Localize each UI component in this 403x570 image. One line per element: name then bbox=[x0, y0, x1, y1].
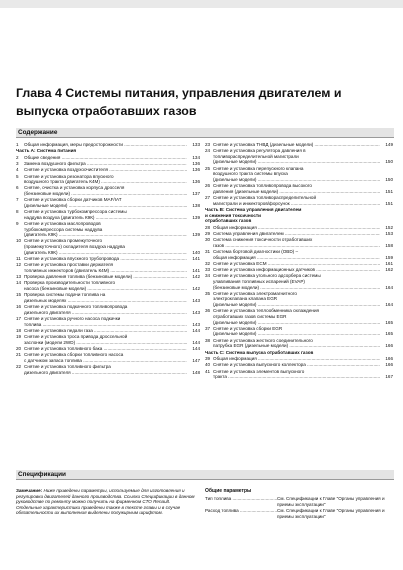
toc-entry[interactable] bbox=[205, 356, 393, 362]
toc-entry-title bbox=[24, 262, 187, 273]
toc-entry-page: 150 bbox=[385, 176, 393, 182]
toc-entry-line: давления (дизельные модели) ..... bbox=[213, 189, 380, 195]
toc-entry-line: Снятие и установка топливораспределительной bbox=[213, 195, 317, 201]
toc-entry-title bbox=[213, 362, 380, 368]
toc-entry-number: 13 bbox=[16, 274, 22, 280]
toc-entry-number: 40 bbox=[205, 362, 211, 368]
toc-entry-number: 1 bbox=[16, 142, 19, 147]
toc-entry-line: (бензиновые модели) ..... bbox=[213, 285, 380, 291]
toc-entry[interactable] bbox=[16, 238, 200, 255]
toc-entry-line: улавливания топливных испарений (EVAP) bbox=[213, 279, 305, 285]
toc-entry[interactable] bbox=[16, 280, 200, 291]
specs-heading: Спецификации bbox=[18, 471, 66, 478]
toc-entry-title bbox=[24, 316, 187, 327]
toc-entry[interactable] bbox=[205, 249, 393, 260]
toc-entry[interactable] bbox=[205, 195, 393, 206]
toc-entry[interactable] bbox=[16, 256, 200, 262]
toc-entry-title bbox=[24, 328, 187, 334]
toc-entry-line: Снятие и установка подкачного топливопровода bbox=[24, 304, 128, 310]
toc-entry-title bbox=[213, 308, 380, 325]
toc-entry-page: 142 bbox=[192, 274, 200, 280]
toc-entry-page: 153 bbox=[385, 230, 393, 236]
toc-entry-line: (двигатель К9К) ..... bbox=[24, 232, 187, 238]
toc-entry-number: 15 bbox=[16, 292, 22, 298]
toc-entry[interactable] bbox=[205, 267, 393, 273]
toc-entry-title bbox=[24, 167, 187, 173]
toc-entry-number: 34 bbox=[205, 273, 211, 279]
toc-entry[interactable] bbox=[205, 291, 393, 308]
toc-entry-line: дизельного двигателя ..... bbox=[24, 370, 187, 376]
toc-entry[interactable] bbox=[205, 261, 393, 267]
toc-entry-line: патрубка EGR (дизельные модели) ..... bbox=[213, 343, 380, 349]
part-heading: Часть А: Система питания bbox=[16, 148, 77, 154]
toc-entry[interactable] bbox=[205, 273, 393, 290]
toc-entry-page: 143 bbox=[192, 309, 200, 315]
toc-entry-page: 167 bbox=[385, 374, 393, 380]
toc-entry-line: Снятие и установка ECM ..... bbox=[213, 261, 380, 267]
toc-entry-line: (дизельные модели) ..... bbox=[213, 159, 380, 165]
toc-entry-line: электроклапана клапана EGR bbox=[213, 296, 278, 302]
toc-entry[interactable] bbox=[205, 166, 393, 183]
toc-entry[interactable] bbox=[205, 362, 393, 368]
toc-entry[interactable] bbox=[16, 174, 200, 185]
toc-entry-line: Общая информация, меры предосторожности ..... bbox=[24, 142, 187, 148]
toc-entry[interactable] bbox=[205, 142, 393, 148]
toc-entry-line: Снятие и установка маслопроводов bbox=[24, 221, 101, 227]
toc-entry-line: Снятие и установка элементов выпускного bbox=[213, 368, 305, 374]
toc-entry-title bbox=[24, 274, 187, 280]
toc-entry-page: 133 bbox=[192, 142, 200, 147]
toc-entry-number: 8 bbox=[16, 209, 19, 215]
toc-entry-number: 39 bbox=[205, 355, 211, 361]
toc-entry-page: 147 bbox=[192, 357, 200, 363]
toc-entry-title bbox=[24, 334, 187, 345]
toc-entry-page: 144 bbox=[192, 339, 200, 345]
toc-entry-line: (бензиновые модели) ..... bbox=[24, 191, 187, 197]
toc-entry-line: Снятие и установка резонатора впускного bbox=[24, 173, 114, 179]
toc-entry-page: 162 bbox=[385, 267, 393, 273]
contents-section-header bbox=[16, 128, 394, 138]
toc-entry-number: 23 bbox=[205, 142, 211, 147]
toc-entry-number: 21 bbox=[16, 352, 22, 358]
toc-entry-page: 151 bbox=[385, 200, 393, 206]
toc-entry[interactable] bbox=[16, 197, 200, 208]
toc-entry-number: 31 bbox=[205, 248, 211, 254]
toc-entry-line: отработавших газов системы EGR bbox=[213, 313, 287, 319]
toc-entry-line: Снятие и установка воздухоочистителя ..... bbox=[24, 167, 187, 173]
toc-entry-title bbox=[24, 292, 187, 303]
toc-entry-line: топливораспределительной магистрали bbox=[213, 153, 299, 159]
general-row-value: См. Спецификации к Главе "Органы управления и приемы эксплуатации" bbox=[277, 508, 385, 519]
toc-entry-line: Снятие и установка информационных датчиков ..... bbox=[213, 267, 380, 273]
toc-entry-number: 30 bbox=[205, 237, 211, 243]
toc-entry-number: 14 bbox=[16, 280, 22, 286]
toc-entry-number: 41 bbox=[205, 368, 211, 374]
toc-entry-number: 2 bbox=[16, 154, 19, 160]
toc-entry-number: 38 bbox=[205, 337, 211, 343]
toc-entry[interactable] bbox=[16, 352, 200, 363]
toc-entry-page: 149 bbox=[385, 142, 393, 147]
toc-entry[interactable] bbox=[205, 148, 393, 165]
toc-entry[interactable] bbox=[205, 369, 393, 380]
toc-entry-line: (дизельные модели) ..... bbox=[213, 331, 380, 337]
toc-entry-number: 35 bbox=[205, 290, 211, 296]
toc-entry-page: 161 bbox=[385, 260, 393, 266]
toc-entry-line: с датчиком запаса топлива ..... bbox=[24, 358, 187, 364]
toc-entry-line: Снятие и установка сборки EGR bbox=[213, 325, 283, 331]
toc-entry-page: 142 bbox=[192, 285, 200, 291]
toc-entry-page: 138 bbox=[192, 202, 200, 208]
toc-entry-title bbox=[24, 238, 187, 255]
toc-entry[interactable] bbox=[16, 185, 200, 196]
toc-entry-line: Проверка давления топлива (бензиновые модели) ..... bbox=[24, 274, 187, 280]
toc-entry-page: 137 bbox=[192, 190, 200, 196]
toc-entry-line: Снятие, очистка и установка корпуса дросселя bbox=[24, 185, 125, 191]
toc-entry[interactable] bbox=[16, 292, 200, 303]
toc-entry-title bbox=[24, 142, 187, 148]
toc-entry-number: 20 bbox=[16, 346, 22, 352]
toc-entry-page: 152 bbox=[385, 224, 393, 230]
toc-entry[interactable] bbox=[16, 304, 200, 315]
toc-entry-line: Проверка производительности топливного bbox=[24, 280, 116, 286]
toc-entry[interactable] bbox=[16, 262, 200, 273]
toc-entry-number: 9 bbox=[16, 221, 19, 227]
toc-entry-title bbox=[213, 291, 380, 308]
specs-note bbox=[16, 488, 196, 516]
toc-entry-title bbox=[213, 237, 380, 248]
toc-entry[interactable] bbox=[205, 183, 393, 194]
toc-entry-title bbox=[24, 280, 187, 291]
toc-entry[interactable] bbox=[16, 155, 200, 161]
toc-entry-line: (дизельные модели) ..... bbox=[213, 320, 380, 326]
toc-entry[interactable] bbox=[205, 326, 393, 337]
toc-entry-line: Снятие и установка электромагнитного bbox=[213, 290, 297, 296]
toc-entry-line: Система бортовой диагностики (OBD) – bbox=[213, 248, 299, 254]
toc-entry-number: 36 bbox=[205, 308, 211, 314]
toc-entry-number: 11 bbox=[16, 255, 21, 261]
toc-entry-line: (двигатель К9К) ..... bbox=[24, 250, 187, 256]
toc-entry[interactable] bbox=[16, 274, 200, 280]
toc-entry-title bbox=[213, 273, 380, 290]
toc-entry[interactable] bbox=[205, 338, 393, 349]
toc-entry-page: 136 bbox=[192, 167, 200, 173]
toc-entry[interactable] bbox=[16, 334, 200, 345]
toc-entry-page: 166 bbox=[385, 362, 393, 368]
toc-entry-number: 5 bbox=[16, 173, 19, 179]
contents-left-column bbox=[16, 142, 200, 376]
toc-entry[interactable] bbox=[205, 225, 393, 231]
toc-entry-number: 3 bbox=[16, 160, 19, 166]
toc-entry-title bbox=[213, 267, 380, 273]
toc-entry-title bbox=[24, 161, 187, 167]
toc-entry-page: 151 bbox=[385, 188, 393, 194]
toc-entry-line: Снятие и установка впускного трубопровода ..... bbox=[24, 256, 187, 262]
toc-entry-number: 7 bbox=[16, 197, 19, 203]
toc-entry-page: 144 bbox=[192, 327, 200, 333]
toc-entry-line: Снятие и установка регулятора давления в bbox=[213, 148, 306, 154]
contents-right-column bbox=[205, 142, 393, 380]
toc-entry-line: Снятие и установка выпускного коллектора ..... bbox=[213, 362, 380, 368]
general-params bbox=[205, 488, 395, 520]
general-row-label: Расход топлива ..... bbox=[205, 508, 277, 519]
toc-entry-title bbox=[24, 174, 187, 185]
toc-entry-number: 12 bbox=[16, 262, 22, 268]
toc-entry-line: магистрали и инжекторов/форсунок ..... bbox=[213, 201, 380, 207]
toc-entry-title bbox=[24, 364, 187, 375]
toc-entry-line: насоса (бензиновые модели) ..... bbox=[24, 286, 187, 292]
note-label: Замечание: bbox=[16, 488, 43, 493]
chapter-title: Глава 4 Системы питания, управления двигателем и выпуска отработавших газов bbox=[16, 86, 342, 118]
toc-entry-line: Снятие и установка проставки держателя bbox=[24, 262, 114, 268]
toc-entry-page: 165 bbox=[385, 319, 393, 325]
toc-entry-title bbox=[213, 183, 380, 194]
contents-heading: Содержание bbox=[18, 129, 58, 136]
toc-entry-number: 22 bbox=[16, 364, 22, 370]
toc-entry[interactable] bbox=[205, 308, 393, 325]
toc-entry-number: 17 bbox=[16, 316, 22, 322]
toc-entry-title bbox=[213, 338, 380, 349]
toc-entry-title bbox=[24, 209, 187, 220]
toc-entry-line: дизельных моделях ..... bbox=[24, 298, 187, 304]
toc-entry[interactable] bbox=[16, 364, 200, 375]
toc-entry[interactable] bbox=[16, 209, 200, 220]
toc-entry-line: (дизельные модели) ..... bbox=[213, 302, 380, 308]
toc-entry-line: Снятие и установка ТНВД (дизельные модели) ..... bbox=[213, 142, 380, 148]
toc-entry-page: 143 bbox=[192, 321, 200, 327]
toc-entry-title bbox=[24, 346, 187, 352]
toc-entry-title bbox=[213, 231, 380, 237]
general-heading: Общие параметры bbox=[205, 488, 252, 494]
toc-entry-number: 24 bbox=[205, 148, 211, 154]
toc-entry-line: Снятие и установка топливопровода высокого bbox=[213, 183, 312, 189]
toc-entry-title bbox=[213, 261, 380, 267]
toc-entry[interactable] bbox=[16, 328, 200, 334]
toc-entry-line: Общая информация ..... bbox=[213, 225, 380, 231]
toc-entry-page: 166 bbox=[385, 355, 393, 361]
part-heading: Часть С: Система выпуска отработавших газов bbox=[205, 349, 314, 355]
toc-entry-line: газов ..... bbox=[213, 243, 380, 249]
toc-entry-number: 18 bbox=[16, 327, 22, 333]
toc-entry-line: общая информация ..... bbox=[213, 255, 380, 261]
toc-entry-page: 164 bbox=[385, 284, 393, 290]
toc-entry-number: 33 bbox=[205, 267, 211, 273]
toc-entry-page: 136 bbox=[192, 160, 200, 166]
toc-entry-title bbox=[213, 369, 380, 380]
toc-entry-page: 159 bbox=[385, 254, 393, 260]
toc-entry-number: 29 bbox=[205, 230, 211, 236]
toc-entry-page: 165 bbox=[385, 331, 393, 337]
toc-entry-page: 166 bbox=[385, 343, 393, 349]
toc-entry-title bbox=[213, 195, 380, 206]
part-heading: Часть В: Система управления двигателем и снижения токсичности отработавших газов bbox=[205, 206, 302, 224]
toc-entry-line: Снятие и установка сборки датчиков MAF/IAT bbox=[24, 197, 122, 203]
toc-entry-title bbox=[24, 256, 187, 262]
toc-entry-line: (дизельные модели) ..... bbox=[24, 203, 187, 209]
toc-entry-line: Общие сведения ..... bbox=[24, 155, 187, 161]
toc-entry-line: Система снижения токсичности отработавших bbox=[213, 237, 313, 243]
toc-entry[interactable] bbox=[16, 161, 200, 167]
toc-entry-line: воздушного тракта системы впуска bbox=[213, 171, 288, 177]
toc-entry-line: заслонки (модели 2WD) ..... bbox=[24, 340, 187, 346]
toc-entry-line: воздушного тракта (двигатель К4М) ..... bbox=[24, 179, 187, 185]
toc-entry-line: Снятие и установка промежуточного bbox=[24, 238, 103, 244]
toc-entry-number: 19 bbox=[16, 334, 22, 340]
general-row bbox=[205, 496, 395, 507]
toc-entry-page: 164 bbox=[385, 302, 393, 308]
toc-entry[interactable] bbox=[16, 221, 200, 238]
toc-entry-line: Снятие и установка угольного адсорбера системы bbox=[213, 273, 321, 279]
toc-entry-line: (промежуточного) охладителя воздуха наддува bbox=[24, 244, 125, 250]
page-header-bar bbox=[0, 0, 403, 8]
toc-entry-page: 141 bbox=[192, 267, 200, 273]
toc-entry-page: 139 bbox=[192, 214, 200, 220]
toc-entry-title bbox=[24, 185, 187, 196]
toc-entry-line: Снятие и установка турбокомпрессора системы bbox=[24, 209, 127, 215]
toc-entry-page: 136 bbox=[192, 179, 200, 185]
toc-entry-page: 141 bbox=[192, 255, 200, 261]
toc-entry-page: 143 bbox=[192, 297, 200, 303]
toc-entry-line: Снятие и установка топливного фильтра bbox=[24, 364, 111, 370]
toc-entry-line: (дизельные модели) ..... bbox=[213, 177, 380, 183]
toc-entry[interactable] bbox=[16, 142, 200, 148]
toc-entry-line: Снятие и установка сборки топливного насоса bbox=[24, 352, 124, 358]
toc-entry-number: 26 bbox=[205, 183, 211, 189]
toc-entry-title bbox=[213, 166, 380, 183]
general-row-label: Тип топлива ..... bbox=[205, 496, 277, 507]
toc-entry-line: Общая информация ..... bbox=[213, 356, 380, 362]
specs-section-header bbox=[16, 470, 394, 480]
toc-entry-title bbox=[213, 356, 380, 362]
toc-entry-page: 158 bbox=[385, 242, 393, 248]
toc-entry-number: 28 bbox=[205, 224, 211, 230]
toc-entry-line: топливных инжекторов (двигатель К4М) ..... bbox=[24, 268, 187, 274]
note-text: Ниже приведены параметры, используемые для изготовления и регулировки двигателей данного производства. Ссылки Спецификации в данном руководстве по ремонту можно получить на фирменном СТО Renault. Отдельные характеристики приведены также в тексте главы и в случае обязательности их выполнения выделены полужирным шрифтом. bbox=[16, 488, 195, 516]
toc-entry-line: Замена воздушного фильтра ..... bbox=[24, 161, 187, 167]
toc-entry-number: 32 bbox=[205, 260, 211, 266]
toc-entry[interactable] bbox=[16, 346, 200, 352]
toc-entry-number: 27 bbox=[205, 195, 211, 201]
toc-entry-number: 4 bbox=[16, 167, 19, 173]
toc-entry-title bbox=[24, 352, 187, 363]
toc-entry-line: Система управления двигателем ..... bbox=[213, 231, 380, 237]
toc-entry-line: Снятие и установка теплообменника охлаждения bbox=[213, 308, 320, 314]
toc-entry-title bbox=[24, 197, 187, 208]
toc-entry[interactable] bbox=[16, 167, 200, 173]
toc-entry-number: 6 bbox=[16, 185, 19, 191]
toc-entry-line: тракта ..... bbox=[213, 374, 380, 380]
toc-entry-line: дизельного двигателя ..... bbox=[24, 310, 187, 316]
general-row-value: См. Спецификации к Главе "Органы управления и приемы эксплуатации" bbox=[277, 496, 385, 507]
toc-entry-title bbox=[24, 304, 187, 315]
toc-entry-line: Снятие и установка перепускного клапана bbox=[213, 165, 304, 171]
general-row bbox=[205, 508, 395, 519]
toc-entry-number: 10 bbox=[16, 238, 22, 244]
toc-entry-title bbox=[213, 249, 380, 260]
toc-entry-title bbox=[213, 326, 380, 337]
toc-entry-page: 150 bbox=[385, 159, 393, 165]
toc-entry-title bbox=[213, 142, 380, 148]
toc-entry-page: 144 bbox=[192, 346, 200, 352]
toc-entry-number: 37 bbox=[205, 325, 211, 331]
toc-entry[interactable] bbox=[16, 316, 200, 327]
toc-entry-line: Проверка системы подачи топлива на bbox=[24, 292, 106, 298]
toc-entry-line: Снятие и установка троса привода дроссельной bbox=[24, 334, 128, 340]
toc-entry-page: 139 bbox=[192, 232, 200, 238]
toc-entry-title bbox=[213, 225, 380, 231]
toc-entry-line: топлива ..... bbox=[24, 322, 187, 328]
toc-entry-line: Снятие и установка топливного бака ..... bbox=[24, 346, 187, 352]
toc-entry-number: 16 bbox=[16, 304, 22, 310]
toc-entry-line: Снятие и установка педали газа ..... bbox=[24, 328, 187, 334]
toc-entry-number: 25 bbox=[205, 165, 211, 171]
toc-entry[interactable] bbox=[205, 231, 393, 237]
toc-entry[interactable] bbox=[205, 237, 393, 248]
toc-entry-line: Снятие и установка жесткого соединительного bbox=[213, 337, 313, 343]
toc-entry-page: 134 bbox=[192, 154, 200, 160]
toc-entry-page: 148 bbox=[192, 369, 200, 375]
toc-entry-title bbox=[24, 221, 187, 238]
toc-entry-page: 140 bbox=[192, 249, 200, 255]
toc-entry-line: наддува воздуха (двигатель К9К) ..... bbox=[24, 215, 187, 221]
toc-entry-line: Снятие и установка ручного насоса подкачки bbox=[24, 316, 121, 322]
toc-entry-title bbox=[24, 155, 187, 161]
toc-entry-title bbox=[213, 148, 380, 165]
toc-entry-line: турбокомпрессора системы наддува bbox=[24, 226, 103, 232]
